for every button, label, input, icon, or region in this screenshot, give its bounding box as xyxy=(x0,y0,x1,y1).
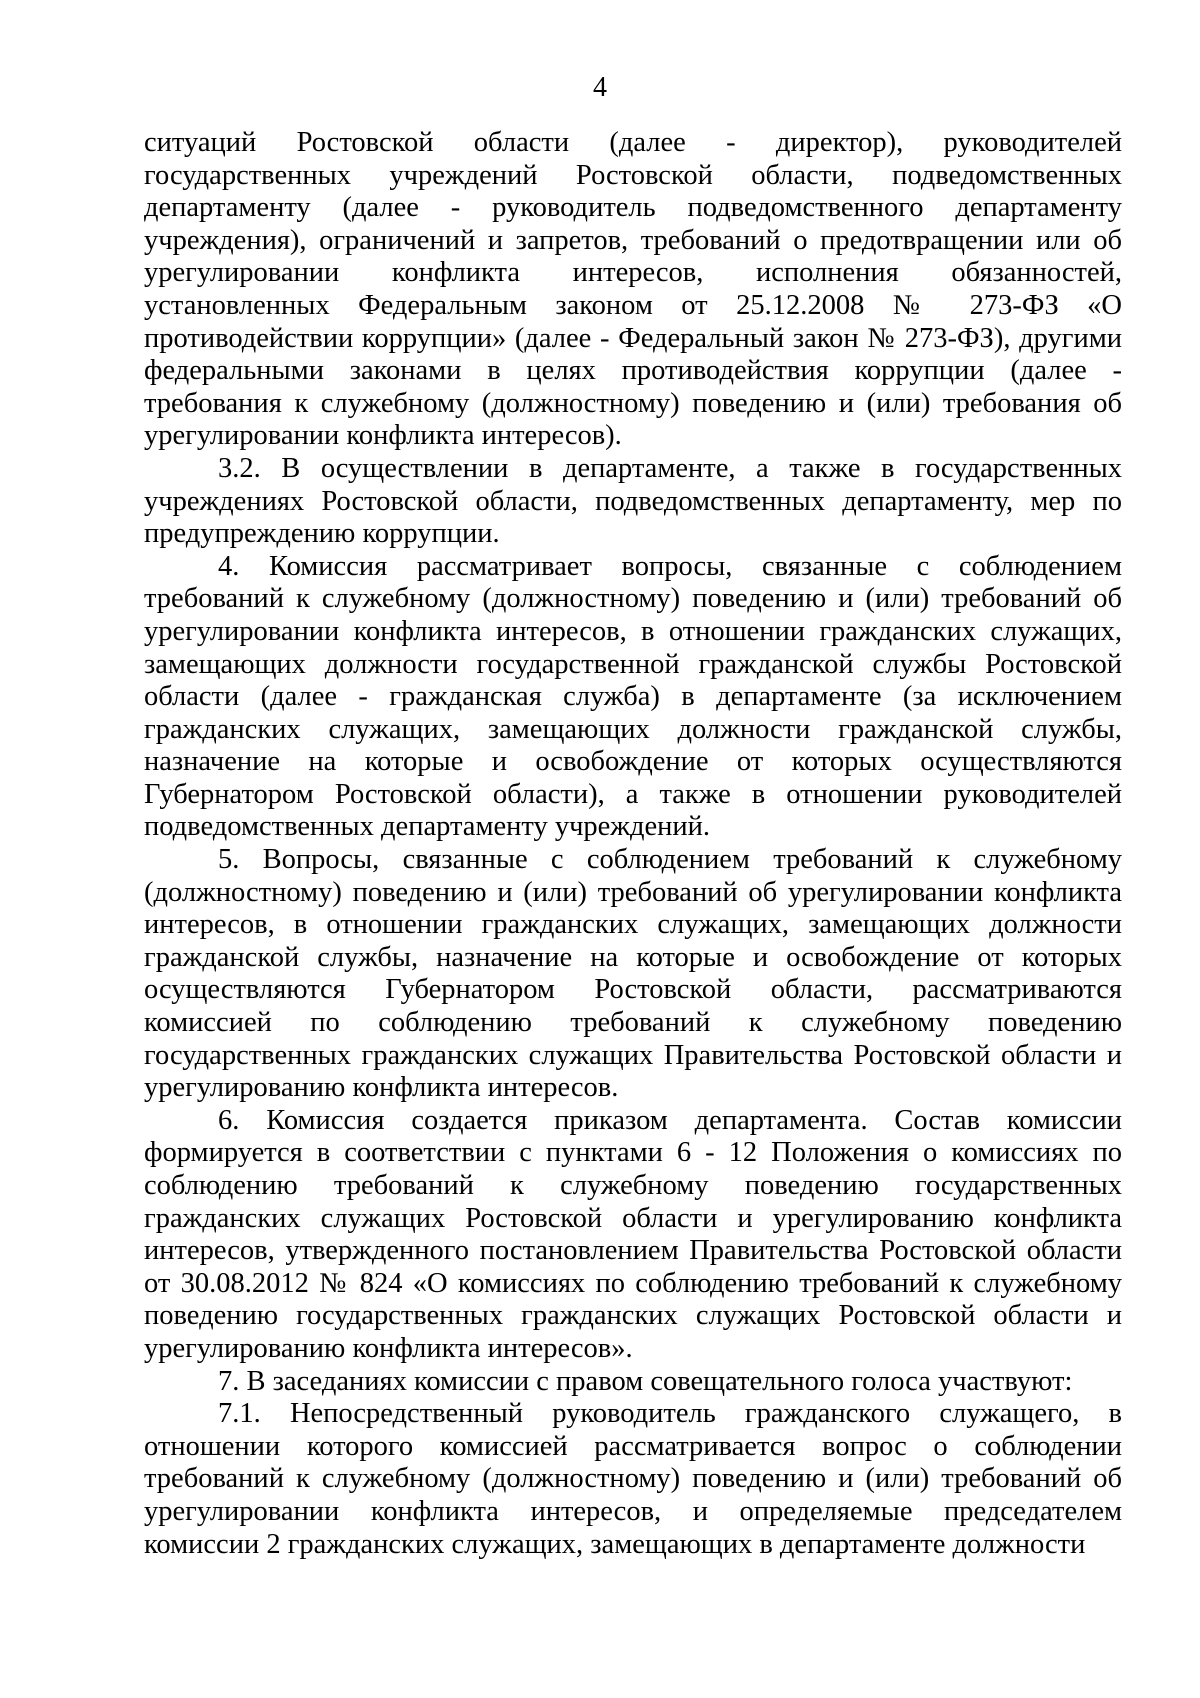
paragraph-6: 6. Комиссия создается приказом департамента. Состав комиссии формируется в соответствии с пунктами 6 - 12 Положения о комиссиях по соблюдению требований к служебному поведению государственных гражданских служащих Ростовской области и урегулированию конфликта интересов, утвержденного постановлением Правительства Ростовской области от 30.08.2012 № 824 «О комиссиях по соблюдению требований к служебному поведению государственных гражданских служащих Ростовской области и урегулированию конфликта интересов». xyxy=(144,1104,1122,1364)
document-body xyxy=(144,127,1122,1561)
paragraph-7: 7. В заседаниях комиссии с правом совещательного голоса участвуют: xyxy=(218,1365,1073,1397)
paragraph-7-1: 7.1. Непосредственный руководитель гражданского служащего, в отношении которого комиссией рассматривается вопрос о соблюдении требований к служебному (должностному) поведению и (или) требований об урегулировании конфликта интересов, и определяемые председателем комиссии 2 гражданских служащих, замещающих в департаменте должности xyxy=(144,1398,1122,1560)
paragraph-5: 5. Вопросы, связанные с соблюдением требований к служебному (должностному) поведению и (или) требований об урегулировании конфликта интересов, в отношении гражданских служащих, замещающих должности гражданской службы, назначение на которые и освобождение от которых осуществляются Губернатором Ростовской области, рассматриваются комиссией по соблюдению требований к служебному поведению государственных гражданских служащих Правительства Ростовской области и урегулированию конфликта интересов. xyxy=(144,844,1122,1104)
paragraph-4: 4. Комиссия рассматривает вопросы, связанные с соблюдением требований к служебному (должностному) поведению и (или) требований об урегулировании конфликта интересов, в отношении гражданских служащих, замещающих должности государственной гражданской службы Ростовской области (далее - гражданская служба) в департаменте (за исключением гражданских служащих, замещающих должности гражданской службы, назначение на которые и освобождение от которых осуществляются Губернатором Ростовской области), а также в отношении руководителей подведомственных департаменту учреждений. xyxy=(144,550,1122,843)
paragraph-continuation: ситуаций Ростовской области (далее - директор), руководителей государственных учреждений Ростовской области, подведомственных департаменту (далее - руководитель подведомственного департаменту учреждения), ограничений и запретов, требований о предотвращении или об урегулировании конфликта интересов, исполнения обязанностей, установленных Федеральным законом от 25.12.2008 № 273-ФЗ «О противодействии коррупции» (далее - Федеральный закон № 273-ФЗ), другими федеральными законами в целях противодействия коррупции (далее - требования к служебному (должностному) поведению и (или) требования об урегулировании конфликта интересов). xyxy=(144,127,1122,452)
paragraph-3-2: 3.2. В осуществлении в департаменте, а также в государственных учреждениях Ростовской области, подведомственных департаменту, мер по предупреждению коррупции. xyxy=(144,452,1122,550)
page-number: 4 xyxy=(593,72,607,103)
